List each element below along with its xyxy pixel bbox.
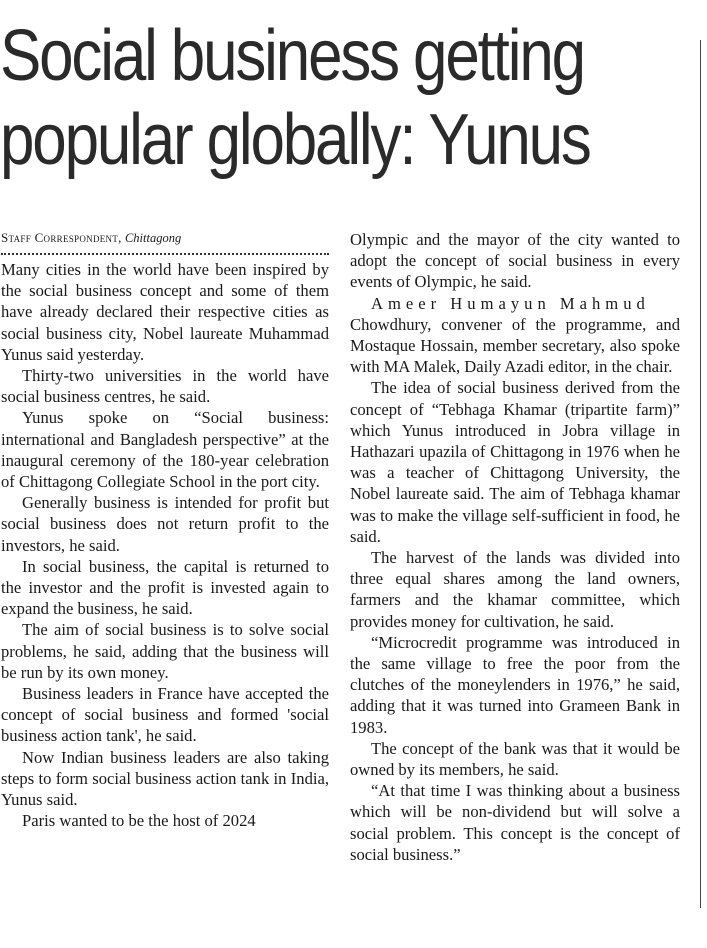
headline-line-2: popular globally: Yunus [0,100,590,180]
paragraph: Thirty-two universities in the world have social business centres, he said. [1,366,329,407]
paragraph: Generally business is intended for profit but social business does not return profit to the investors, he said. [1,493,329,555]
paragraph: The concept of the bank was that it would be owned by its members, he said. [350,738,680,780]
byline-location: Chittagong [124,231,182,245]
paragraph: “Microcredit programme was introduced in the same village to free the poor from the clutches of the moneylenders in 1976,” he said, adding that it was turned into Grameen Bank in 1983. [350,632,680,737]
headline-line-1: Social business getting [0,16,584,96]
dotted-divider [1,253,329,255]
paragraph: The idea of social business derived from the concept of “Tebhaga Khamar (tripartite farm)” which Yunus introduced in Jobra village in Hathazari upazila of Chittagong in 1976 when he was a teacher of Chittagong University, the Nobel laureate said. The aim of Tebhaga khamar was to make the village self-sufficient in food, he said. [350,378,680,546]
paragraph: Business leaders in France have accepted the concept of social business and formed 'social business action tank', he said. [1,684,329,746]
byline-name: Staff Correspondent, [1,230,122,245]
paragraph: Paris wanted to be the host of 2024 [22,811,256,831]
left-column [1,229,329,831]
paragraph-ameer-rest: Chowdhury, convener of the programme, and Mostaque Hossain, member secretary, also spoke with MA Malek, Daily Azadi editor, in the chair. [350,314,680,377]
headline [0,14,705,182]
paragraph: Yunus spoke on “Social business: international and Bangladesh perspective” at the inaugural ceremony of the 180-year celebration of Chittagong Collegiate School in the port city. [1,408,329,492]
paragraph: In social business, the capital is returned to the investor and the profit is invested again to expand the business, he said. [1,556,329,619]
column-rule [700,40,701,908]
paragraph: Now Indian business leaders are also taking steps to form social business action tank in India, Yunus said. [1,747,329,810]
paragraph: The aim of social business is to solve social problems, he said, adding that the business will be run by its own money. [1,620,329,682]
right-column [350,229,680,865]
paragraph: Many cities in the world have been inspired by the social business concept and some of them have already declared their respective cities as social business city, Nobel laureate Muhammad Yunus said yesterday. [1,260,329,364]
paragraph-ameer-line: Ameer Humayun Mahmud [371,293,650,313]
paragraph: The harvest of the lands was divided into three equal shares among the land owners, farmers and the khamar committee, which provides money for cultivation, he said. [350,548,680,631]
paragraph-continuation: Olympic and the mayor of the city wanted to adopt the concept of social business in every events of Olympic, he said. [350,230,680,292]
paragraph: “At that time I was thinking about a business which will be non-dividend but will solve a social problem. This concept is the concept of social business.” [350,781,680,864]
byline [1,229,329,247]
